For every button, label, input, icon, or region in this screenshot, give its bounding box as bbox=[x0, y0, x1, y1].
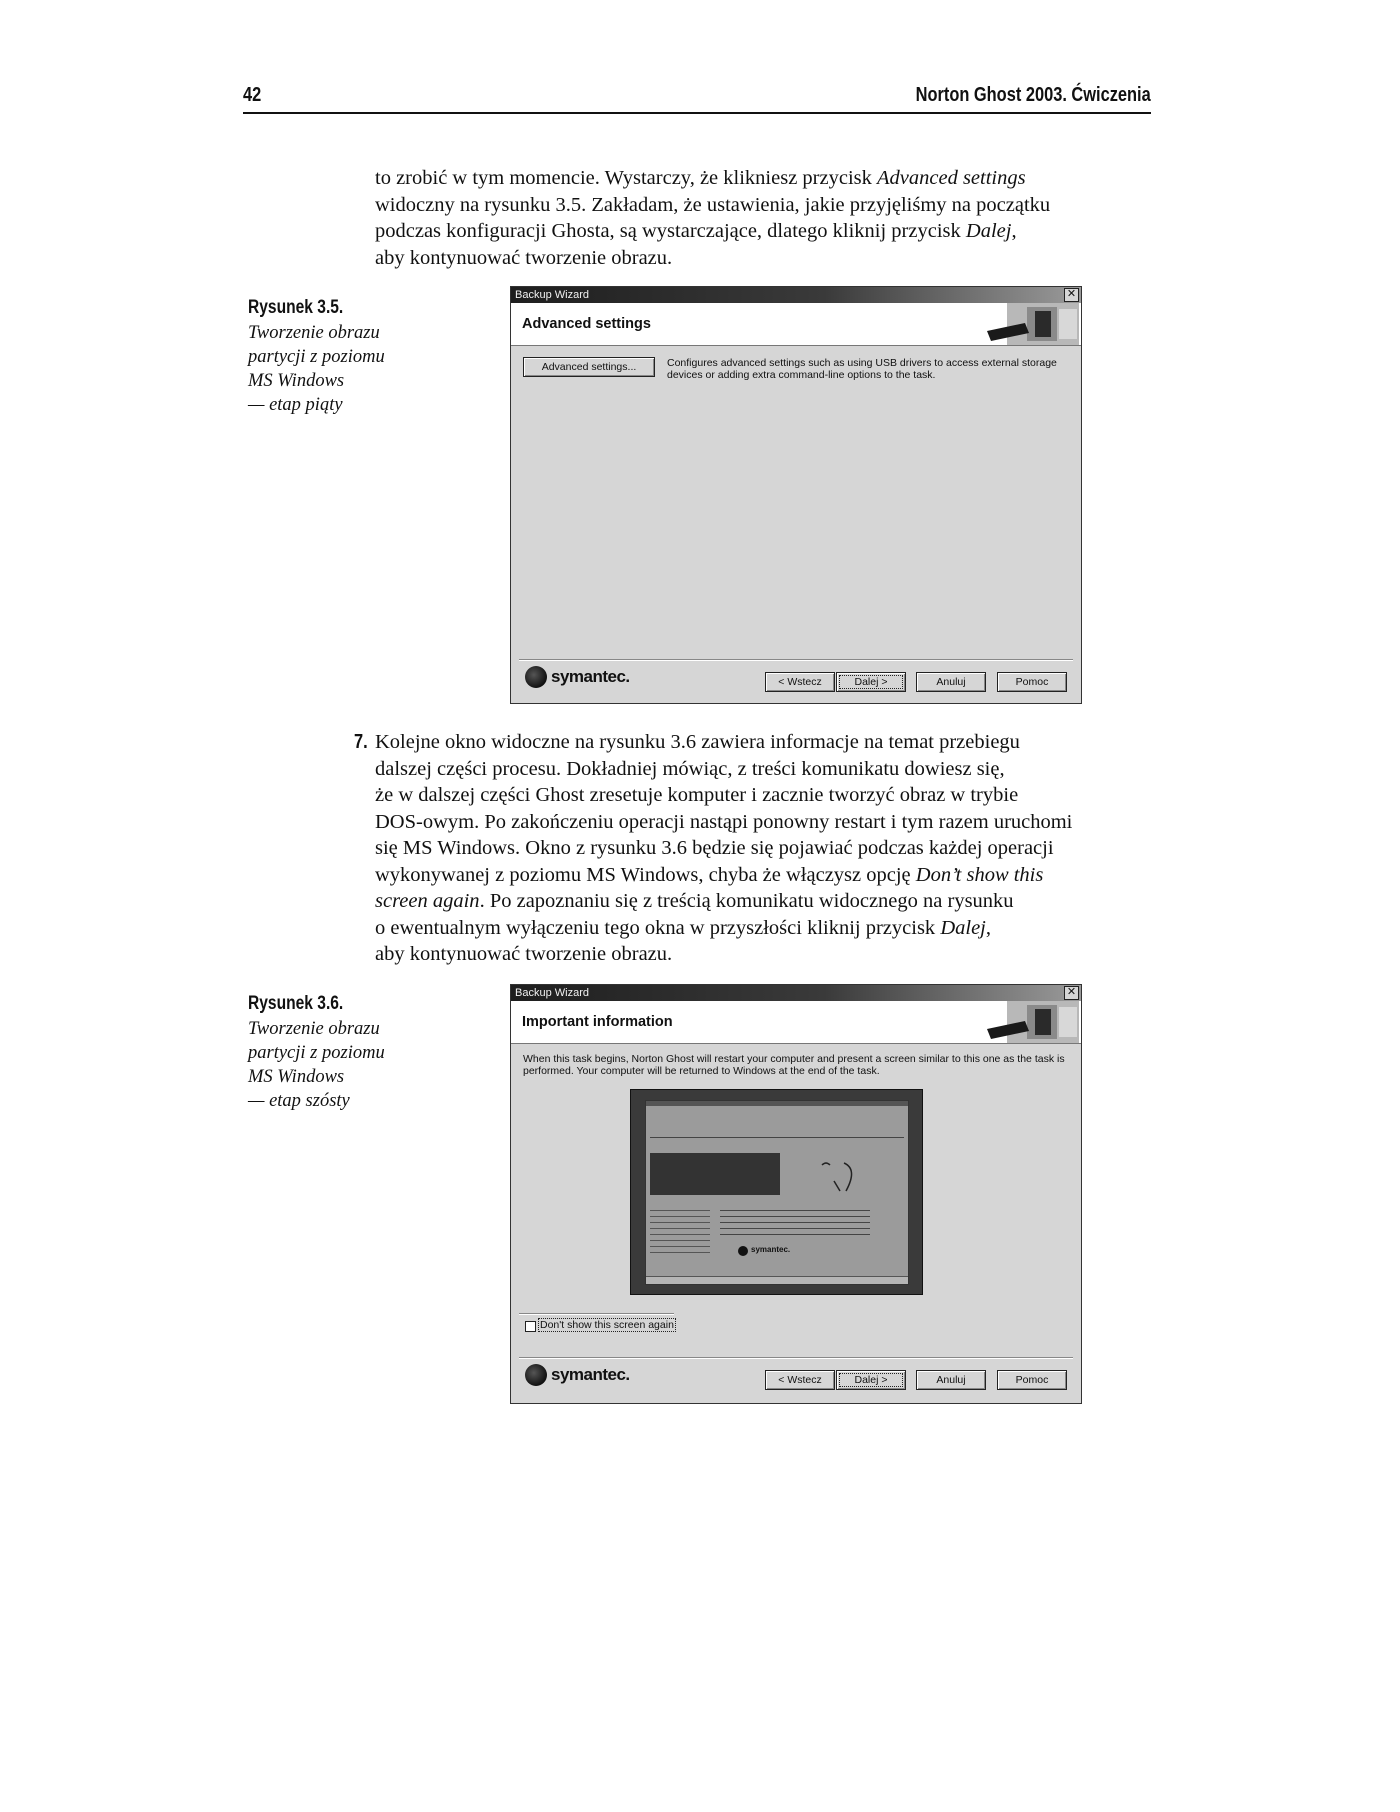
wizard-header bbox=[511, 303, 1081, 346]
window-titlebar[interactable] bbox=[511, 985, 1081, 1001]
preview-statusbar bbox=[646, 1276, 908, 1284]
next-button[interactable]: Dalej > bbox=[836, 672, 906, 692]
preview-progress-block bbox=[650, 1153, 780, 1195]
figure-35-caption-text: Tworzenie obrazu partycji z poziomu MS Windows — etap piąty bbox=[248, 323, 385, 415]
backup-wizard-window-important bbox=[510, 984, 1082, 1404]
important-info-text: When this task begins, Norton Ghost will restart your computer and present a screen similar to this one as the task is performed. Your computer will be returned to Windows at the end of the task. bbox=[523, 1053, 1065, 1077]
back-button[interactable]: < Wstecz bbox=[765, 672, 835, 692]
symantec-brand: symantec. bbox=[551, 1365, 630, 1384]
footer-separator bbox=[519, 659, 1073, 661]
wizard-header bbox=[511, 1001, 1081, 1044]
preview-stats-values bbox=[720, 1205, 870, 1235]
figure-36-caption-text: Tworzenie obrazu partycji z poziomu MS Windows — etap szósty bbox=[248, 1019, 385, 1111]
intro-line-3: podczas konfiguracji Ghosta, są wystarczające, dlatego kliknij przycisk Dalej, bbox=[375, 220, 1017, 242]
running-header bbox=[243, 82, 1151, 114]
dont-show-checkbox-label[interactable]: Don't show this screen again bbox=[540, 1319, 674, 1331]
dos-screen-preview bbox=[630, 1089, 923, 1295]
figure-35-caption bbox=[248, 297, 385, 417]
figure-35-label: Rysunek 3.5. bbox=[248, 297, 344, 318]
window-title: Backup Wizard bbox=[515, 987, 589, 999]
figure-36-caption bbox=[248, 993, 385, 1113]
close-icon[interactable]: ✕ bbox=[1064, 986, 1079, 1000]
footer-separator bbox=[519, 1357, 1073, 1359]
figure-36-label: Rysunek 3.6. bbox=[248, 993, 344, 1014]
advanced-settings-description: Configures advanced settings such as using USB drivers to access external storage devices or adding extra command-line options to the task. bbox=[667, 357, 1057, 381]
cancel-button[interactable]: Anuluj bbox=[916, 1370, 986, 1390]
symantec-brand: symantec. bbox=[551, 667, 630, 686]
intro-line-2: widoczny na rysunku 3.5. Zakładam, że ustawienia, jakie przyjęliśmy na początku bbox=[375, 193, 1051, 216]
cancel-button[interactable]: Anuluj bbox=[916, 672, 986, 692]
window-titlebar[interactable] bbox=[511, 287, 1081, 303]
preview-ghost-figure-icon bbox=[816, 1151, 866, 1197]
intro-line-4: aby kontynuować tworzenie obrazu. bbox=[375, 246, 673, 269]
help-button[interactable]: Pomoc bbox=[997, 1370, 1067, 1390]
wizard-heading: Advanced settings bbox=[522, 316, 651, 332]
symantec-logo-icon bbox=[525, 1364, 547, 1386]
backup-wizard-window-advanced bbox=[510, 286, 1082, 704]
symantec-logo-icon bbox=[525, 666, 547, 688]
wizard-heading: Important information bbox=[522, 1014, 673, 1030]
running-title: Norton Ghost 2003. Ćwiczenia bbox=[915, 84, 1151, 106]
dont-show-checkbox[interactable] bbox=[525, 1321, 536, 1332]
back-button[interactable]: < Wstecz bbox=[765, 1370, 835, 1390]
step-7-paragraph: Kolejne okno widoczne na rysunku 3.6 zawiera informacje na temat przebiegu dalszej części procesu. Dokładniej mówiąc, z treści komunikatu dowiesz się, że w dalszej części Ghost zresetuje komputer i zacznie tworzyć obraz w trybie DOS-owym. Po zakończeniu operacji nastąpi ponowny restart i tym razem uruchomi się MS Windows. Okno z rysunku 3.6 będzie się pojawiać podczas każdej operacji wykonywanej z poziomu MS Windows, chyba że włączysz opcję Don’t show this screen again. Po zapoznaniu się z treścią komunikatu widocznego na rysunku o ewentualnym wyłączeniu tego okna w przyszłości kliknij przycisk Dalej, aby kontynuować tworzenie obrazu. bbox=[375, 731, 1073, 965]
preview-ghost-panel bbox=[645, 1100, 909, 1285]
intro-line-1: to zrobić w tym momencie. Wystarczy, że klikniesz przycisk Advanced settings bbox=[375, 167, 1026, 189]
preview-stats-labels bbox=[650, 1205, 710, 1255]
advanced-settings-button[interactable]: Advanced settings... bbox=[523, 357, 655, 377]
window-title: Backup Wizard bbox=[515, 289, 589, 301]
ghost-header-art-icon bbox=[967, 1001, 1079, 1043]
help-button[interactable]: Pomoc bbox=[997, 672, 1067, 692]
page-number: 42 bbox=[243, 84, 262, 106]
close-icon[interactable]: ✕ bbox=[1064, 288, 1079, 302]
checkbox-separator bbox=[519, 1313, 674, 1315]
preview-titlebar bbox=[646, 1101, 908, 1106]
preview-symantec-logo-icon bbox=[738, 1246, 748, 1256]
next-button[interactable]: Dalej > bbox=[836, 1370, 906, 1390]
preview-symantec-brand: symantec. bbox=[751, 1245, 791, 1254]
intro-paragraph bbox=[375, 165, 1050, 271]
preview-progress-axis bbox=[650, 1137, 904, 1138]
step-number: 7. bbox=[354, 731, 368, 753]
ghost-header-art-icon bbox=[967, 303, 1079, 345]
